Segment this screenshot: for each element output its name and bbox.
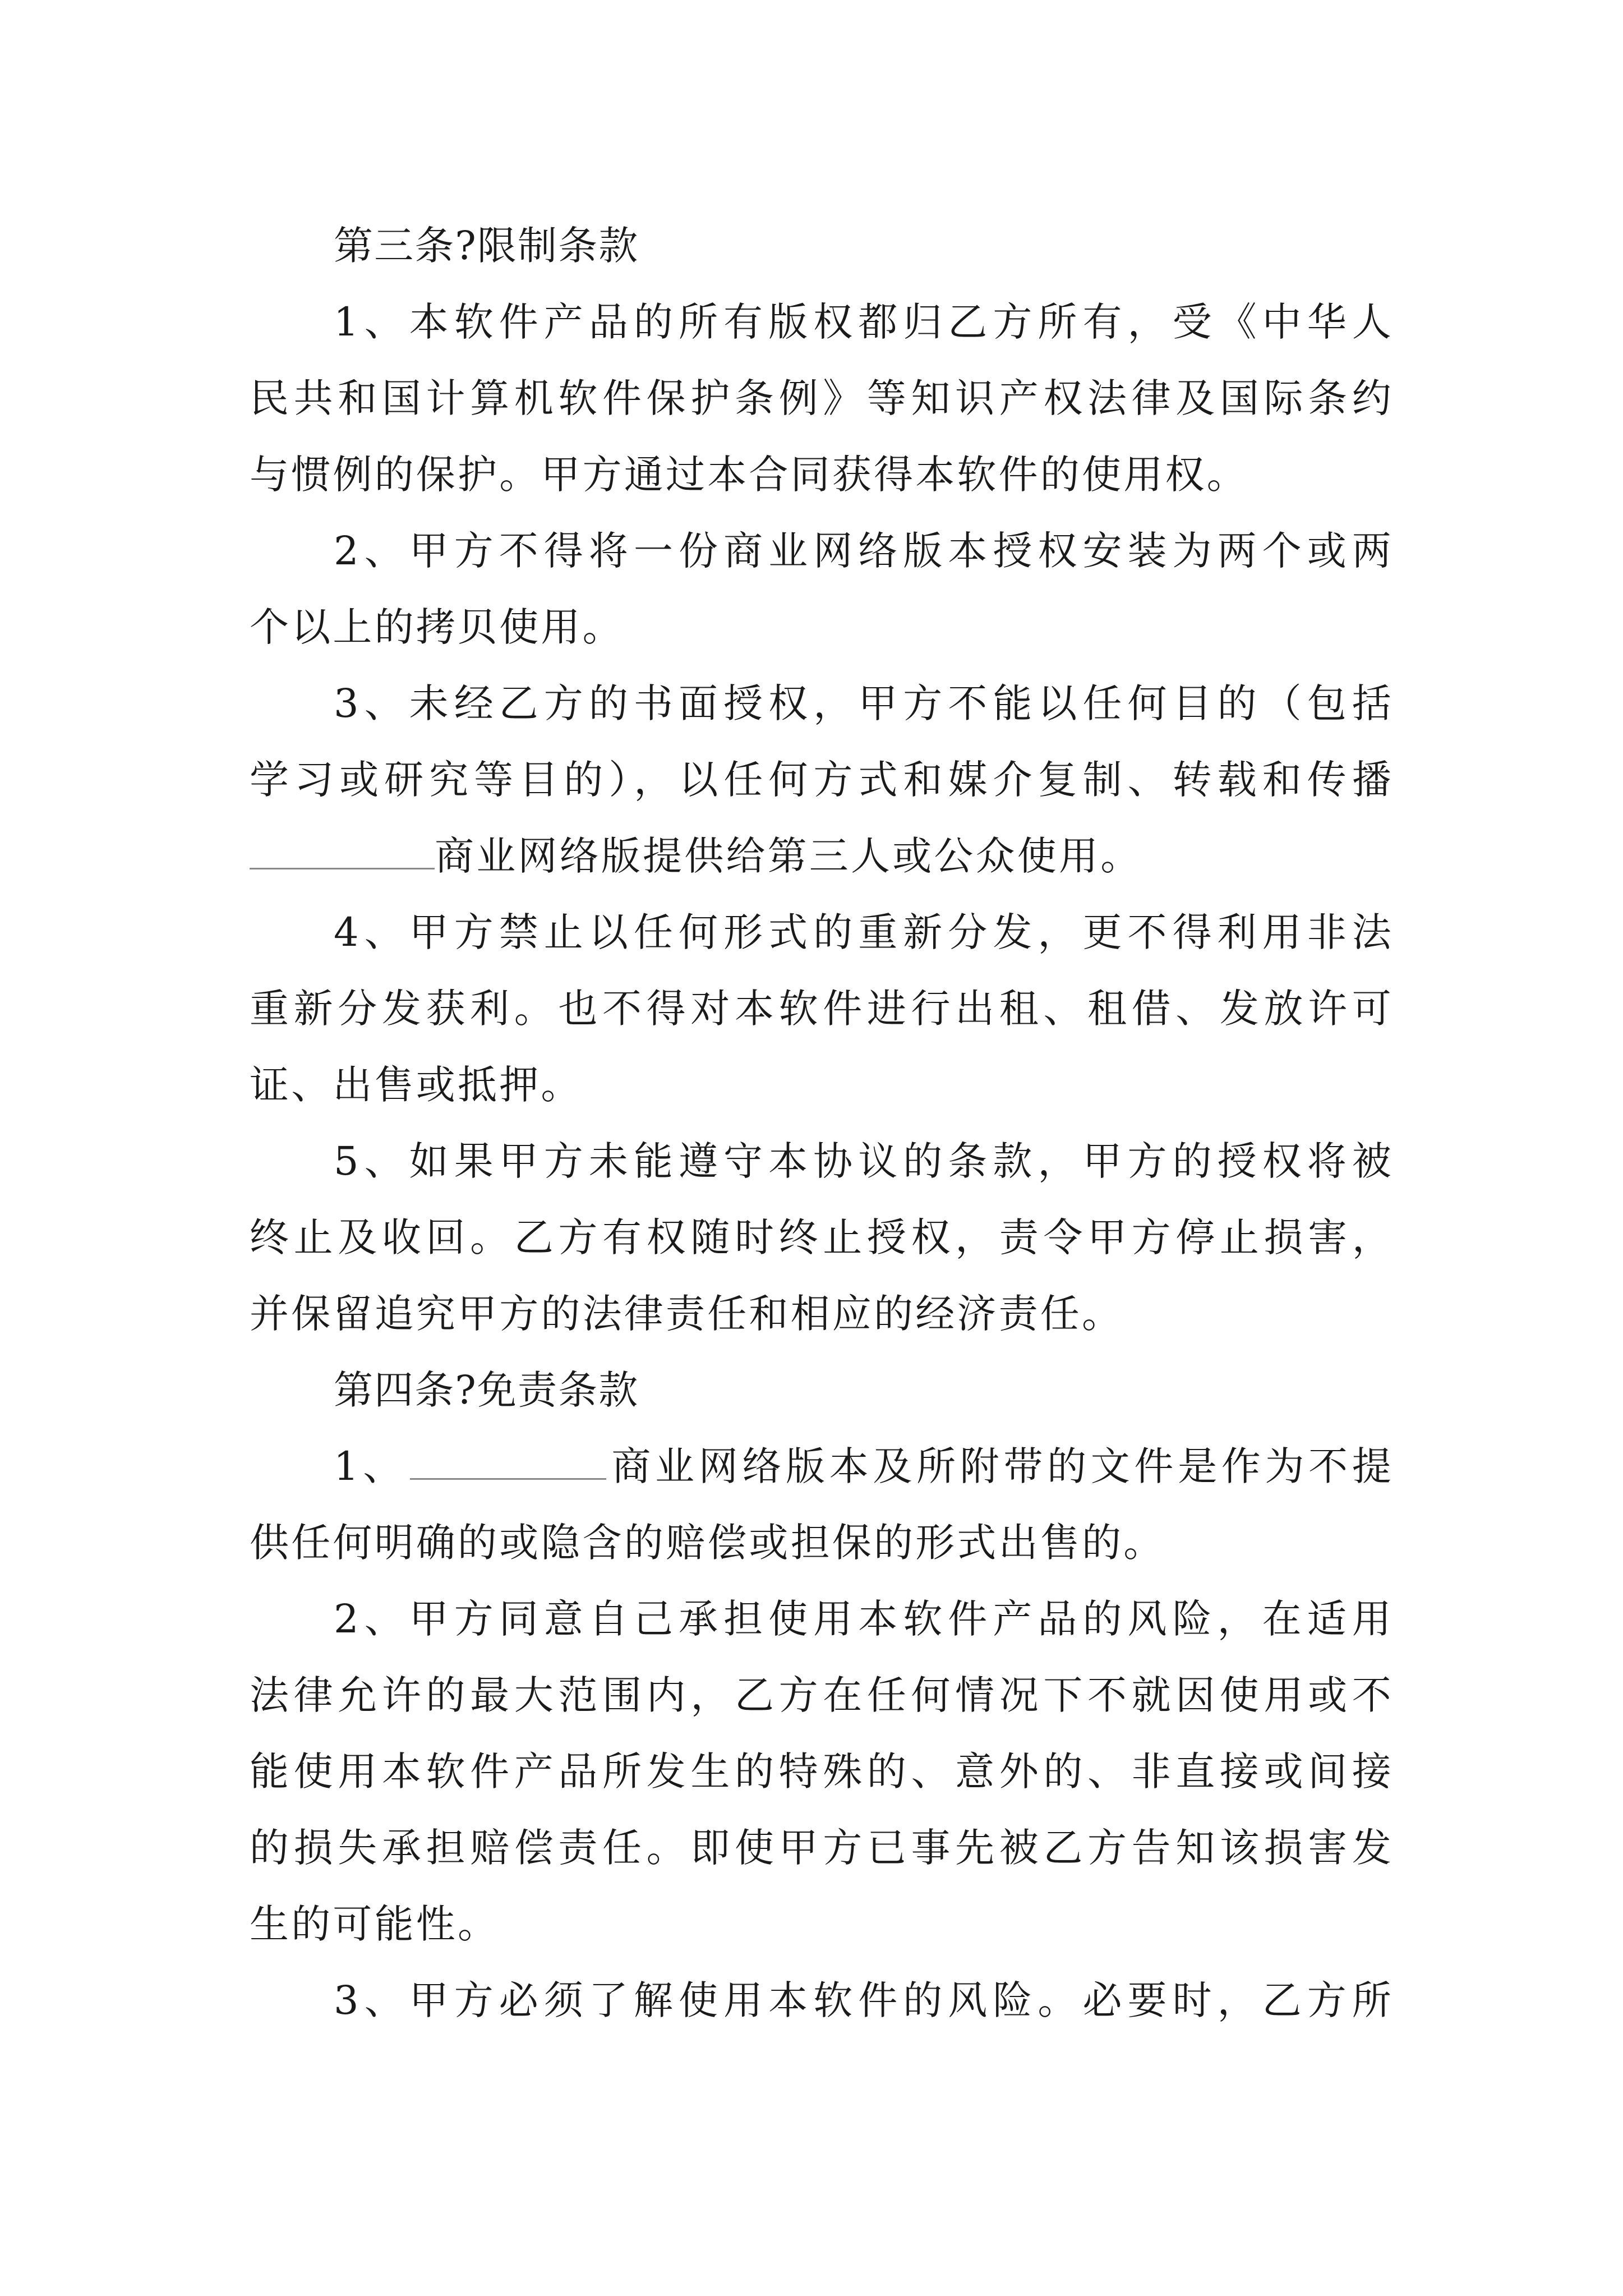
- section-4-heading: 第四条?免责条款: [334, 1367, 639, 1413]
- section-3-item-3-line-1: 3、未经乙方的书面授权，甲方不能以任何目的（包括: [334, 680, 1394, 726]
- section-3-item-4-line-3: 证、出售或抵押。: [250, 1062, 583, 1108]
- section-3-item-2-line-1: 2、甲方不得将一份商业网络版本授权安装为两个或两: [334, 528, 1394, 574]
- section-3-item-5-line-3: 并保留追究甲方的法律责任和相应的经济责任。: [250, 1291, 1124, 1337]
- section-4-item-1-line-1: [250, 1428, 1394, 1504]
- section-3-item-5-line-2: 终止及收回。乙方有权随时终止授权，责令甲方停止损害，: [250, 1214, 1394, 1260]
- section-3-item-4-line-1: 4、甲方禁止以任何形式的重新分发，更不得利用非法: [334, 909, 1394, 955]
- blank-field-product-name: [250, 823, 435, 869]
- section-4-item-1-line-2: 供任何明确的或隐含的赔偿或担保的形式出售的。: [250, 1520, 1165, 1566]
- section-3-heading: 第三条?限制条款: [334, 223, 639, 269]
- section-3-item-3-line-3: [250, 818, 1394, 894]
- section-3-item-5-line-1: 5、如果甲方未能遵守本协议的条款，甲方的授权将被: [334, 1138, 1394, 1184]
- section-4-item-1-line-1-text: 商业网络版本及所附带的文件是作为不提: [609, 1443, 1394, 1489]
- section-3-item-1-line-2: 民共和国计算机软件保护条例》等知识产权法律及国际条约: [250, 375, 1394, 421]
- section-4-item-2-line-1: 2、甲方同意自己承担使用本软件产品的风险，在适用: [334, 1596, 1394, 1642]
- document-body: [250, 208, 1394, 2039]
- section-4-item-1-prefix: 1、: [334, 1443, 407, 1489]
- section-3-item-3-line-2: 学习或研究等目的），以任何方式和媒介复制、转载和传播: [250, 757, 1394, 803]
- section-4-item-2-line-3: 能使用本软件产品所发生的特殊的、意外的、非直接或间接: [250, 1749, 1394, 1795]
- section-3-item-1-line-3: 与惯例的保护。甲方通过本合同获得本软件的使用权。: [250, 452, 1248, 498]
- section-4-item-2-line-2: 法律允许的最大范围内，乙方在任何情况下不就因使用或不: [250, 1672, 1394, 1718]
- blank-field-product-name-2: [410, 1433, 606, 1480]
- section-3-item-2-line-2: 个以上的拷贝使用。: [250, 604, 624, 650]
- section-3-item-1-line-1: 1、本软件产品的所有版权都归乙方所有，受《中华人: [334, 299, 1394, 345]
- section-3-item-4-line-2: 重新分发获利。也不得对本软件进行出租、租借、发放许可: [250, 986, 1394, 1032]
- section-3-item-3-line-3-text: 商业网络版提供给第三人或公众使用。: [435, 833, 1142, 879]
- section-4-item-2-line-4: 的损失承担赔偿责任。即使甲方已事先被乙方告知该损害发: [250, 1825, 1394, 1871]
- section-4-item-2-line-5: 生的可能性。: [250, 1901, 500, 1947]
- section-4-item-3-line-1: 3、甲方必须了解使用本软件的风险。必要时，乙方所: [334, 1977, 1394, 2023]
